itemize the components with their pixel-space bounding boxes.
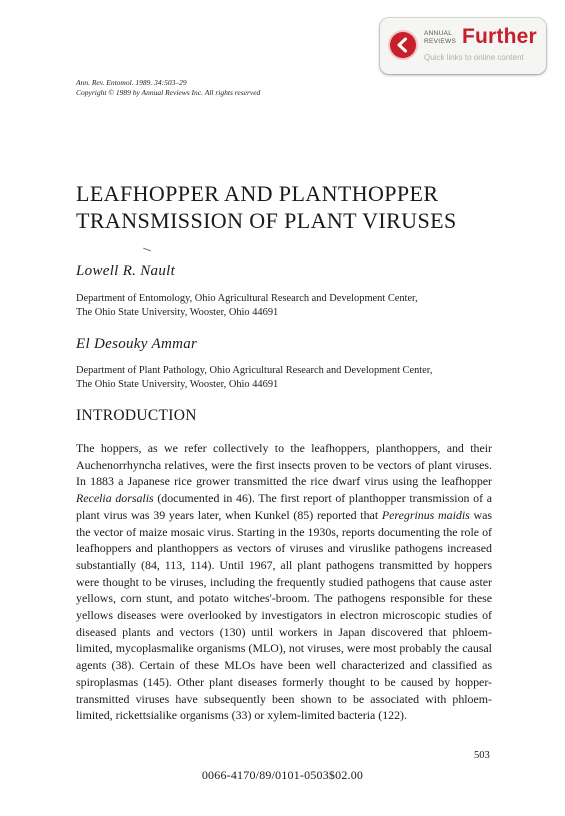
affiliation-line: Department of Plant Pathology, Ohio Agricultural Research and Development Center, xyxy=(76,365,433,376)
affiliation-line: Department of Entomology, Ohio Agricultural Research and Development Center, xyxy=(76,293,418,304)
page-number: 503 xyxy=(474,750,490,761)
article-title xyxy=(76,180,516,234)
paragraph-text: The hoppers, as we refer collectively to the leafhoppers, planthoppers, and their Auchenorrhyncha relatives, were the first insects proven to be vectors of plant viruses. In 1883 a Japanese rice grower transmitted the rice dwarf virus using the leafhopper xyxy=(76,441,492,489)
arrow-left-icon xyxy=(390,32,416,58)
author-affiliation xyxy=(76,364,432,392)
affiliation-line: The Ohio State University, Wooster, Ohio 44691 xyxy=(76,379,279,390)
article-title-line1: LEAFHOPPER AND PLANTHOPPER xyxy=(76,181,439,206)
badge-brand-line2: REVIEWS xyxy=(424,37,457,45)
citation-copyright: Copyright © 1989 by Annual Reviews Inc. All rights reserved xyxy=(76,87,261,97)
citation xyxy=(76,78,260,97)
species-name: Peregrinus maidis xyxy=(381,507,470,522)
affiliation-line: The Ohio State University, Wooster, Ohio 44691 xyxy=(76,307,279,318)
citation-journal: Ann. Rev. Entomol. 1989. 34:503–29 xyxy=(76,78,187,87)
stray-mark xyxy=(143,248,151,252)
author-name: Lowell R. Nault xyxy=(76,263,176,279)
badge-subtitle: Quick links to online content xyxy=(424,53,524,62)
author-name: El Desouky Ammar xyxy=(76,336,198,352)
badge-title: Further xyxy=(462,25,537,48)
paragraph-text: was the vector of maize mosaic virus. Starting in the 1930s, reports documenting the role of leafhoppers and planthoppers as vectors of viruses and viruslike pathogens increased substantially (84, 113, 114). Until 1967, all plant pathogens transmitted by hoppers were thought to be viruses, including the frequently studied pathogens that cause aster yellows, corn stunt, and potato witches'-broom. The pathogens responsible for these yellows diseases were overlooked by investigators in electron microscopic studies of diseased plants and vectors (130) until workers in Japan discovered that phloem-limited, mycoplasmalike organisms (MLO), not viruses, were most probably the causal agents (38). Certain of these MLOs have been well characterized and classified as spiroplasmas (145). Other plant diseases formerly thought to be caused by hopper-transmitted viruses have subsequently been shown to be associated with phloem-limited, rickettsialike organisms (33) or xylem-limited bacteria (122). xyxy=(76,507,492,723)
section-heading: INTRODUCTION xyxy=(76,407,197,424)
badge-brand-line1: ANNUAL xyxy=(424,30,453,37)
body-paragraph xyxy=(76,440,492,724)
species-name: Recelia dorsalis xyxy=(76,491,154,506)
copyright-code: 0066-4170/89/0101-0503$02.00 xyxy=(201,768,364,782)
author-affiliation xyxy=(76,292,418,320)
badge-brand xyxy=(424,30,460,45)
paragraph-text: (documented in 46). The first report of planthopper transmission of a plant virus was 39 years later, when Kunkel (85) reported that xyxy=(76,491,493,522)
further-badge[interactable] xyxy=(380,18,546,74)
article-title-line2: TRANSMISSION OF PLANT VIRUSES xyxy=(76,208,457,233)
